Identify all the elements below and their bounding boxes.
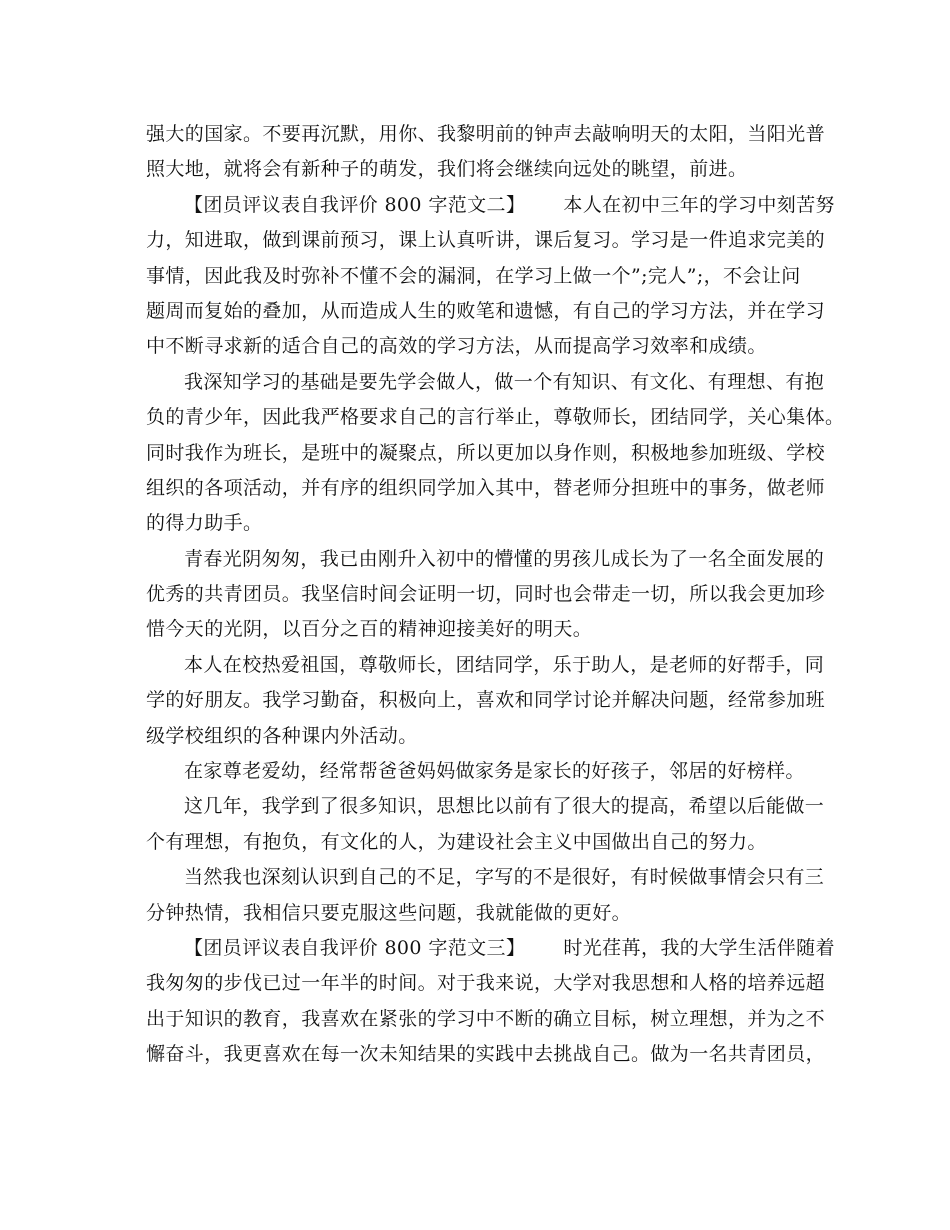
section-heading: 【团员评议表自我评价 800 字范文二】 [184, 193, 526, 216]
section-heading-line [146, 188, 835, 223]
text-line: 本人在校热爱祖国，尊敬师长，团结同学，乐于助人，是老师的好帮手，同 [184, 653, 825, 676]
text-line: 出于知识的教育，我喜欢在紧张的学习中不断的确立目标，树立理想，并为之不 [146, 1007, 826, 1030]
text-line: 本人在初中三年的学习中刻苦努 [563, 193, 835, 216]
text-line: 懈奋斗，我更喜欢在每一次未知结果的实践中去挑战自己。做为一名共青团员， [146, 1043, 826, 1066]
text-line: 事情，因此我及时弥补不懂不会的漏洞，在学习上做一个”;完人”;，不会让问 [146, 264, 801, 287]
text-line: 级学校组织的各种课内外活动。 [146, 724, 418, 747]
text-line: 学的好朋友。我学习勤奋，积极向上，喜欢和同学讨论并解决问题，经常参加班 [146, 689, 826, 712]
text-line: 照大地，就将会有新种子的萌发，我们将会继续向远处的眺望，前进。 [146, 158, 748, 181]
text-line: 中不断寻求新的适合自己的高效的学习方法，从而提高学习效率和成绩。 [146, 335, 767, 358]
text-line: 分钟热情，我相信只要克服这些问题，我就能做的更好。 [146, 901, 632, 924]
text-line: 我深知学习的基础是要先学会做人，做一个有知识、有文化、有理想、有抱 [184, 370, 825, 393]
text-line: 力，知进取，做到课前预习，课上认真听讲，课后复习。学习是一件追求完美的 [146, 229, 826, 252]
text-line: 同时我作为班长，是班中的凝聚点，所以更加以身作则，积极地参加班级、学校 [146, 441, 826, 464]
text-line: 青春光阴匆匆，我已由刚升入初中的懵懂的男孩儿成长为了一名全面发展的 [184, 547, 825, 570]
text-line: 我匆匆的步伐已过一年半的时间。对于我来说，大学对我思想和人格的培养远超 [146, 972, 826, 995]
text-line: 强大的国家。不要再沉默，用你、我黎明前的钟声去敲响明天的太阳，当阳光普 [146, 123, 826, 145]
text-line: 个有理想，有抱负，有文化的人，为建设社会主义中国做出自己的努力。 [146, 830, 767, 853]
text-line: 当然我也深刻认识到自己的不足，字写的不是很好，有时候做事情会只有三 [184, 866, 825, 889]
text-line: 惜今天的光阴，以百分之百的精神迎接美好的明天。 [146, 618, 593, 641]
text-line: 题周而复始的叠加，从而造成人生的败笔和遗憾，有自己的学习方法，并在学习 [146, 299, 826, 322]
text-line: 在家尊老爱幼，经常帮爸爸妈妈做家务是家长的好孩子，邻居的好榜样。 [184, 760, 805, 783]
text-line: 组织的各项活动，并有序的组织同学加入其中，替老师分担班中的事务，做老师 [146, 476, 826, 499]
text-line: 时光荏苒，我的大学生活伴随着 [563, 936, 835, 959]
text-line: 这几年，我学到了很多知识，思想比以前有了很大的提高，希望以后能做一 [184, 795, 825, 818]
document-body [146, 117, 845, 1073]
section-heading-line [146, 931, 835, 966]
text-line: 负的青少年，因此我严格要求自己的言行举止，尊敬师长，团结同学，关心集体。 [146, 406, 845, 429]
section-heading: 【团员评议表自我评价 800 字范文三】 [184, 936, 526, 959]
text-line: 优秀的共青团员。我坚信时间会证明一切，同时也会带走一切，所以我会更加珍 [146, 583, 826, 606]
text-line: 的得力助手。 [146, 512, 263, 535]
